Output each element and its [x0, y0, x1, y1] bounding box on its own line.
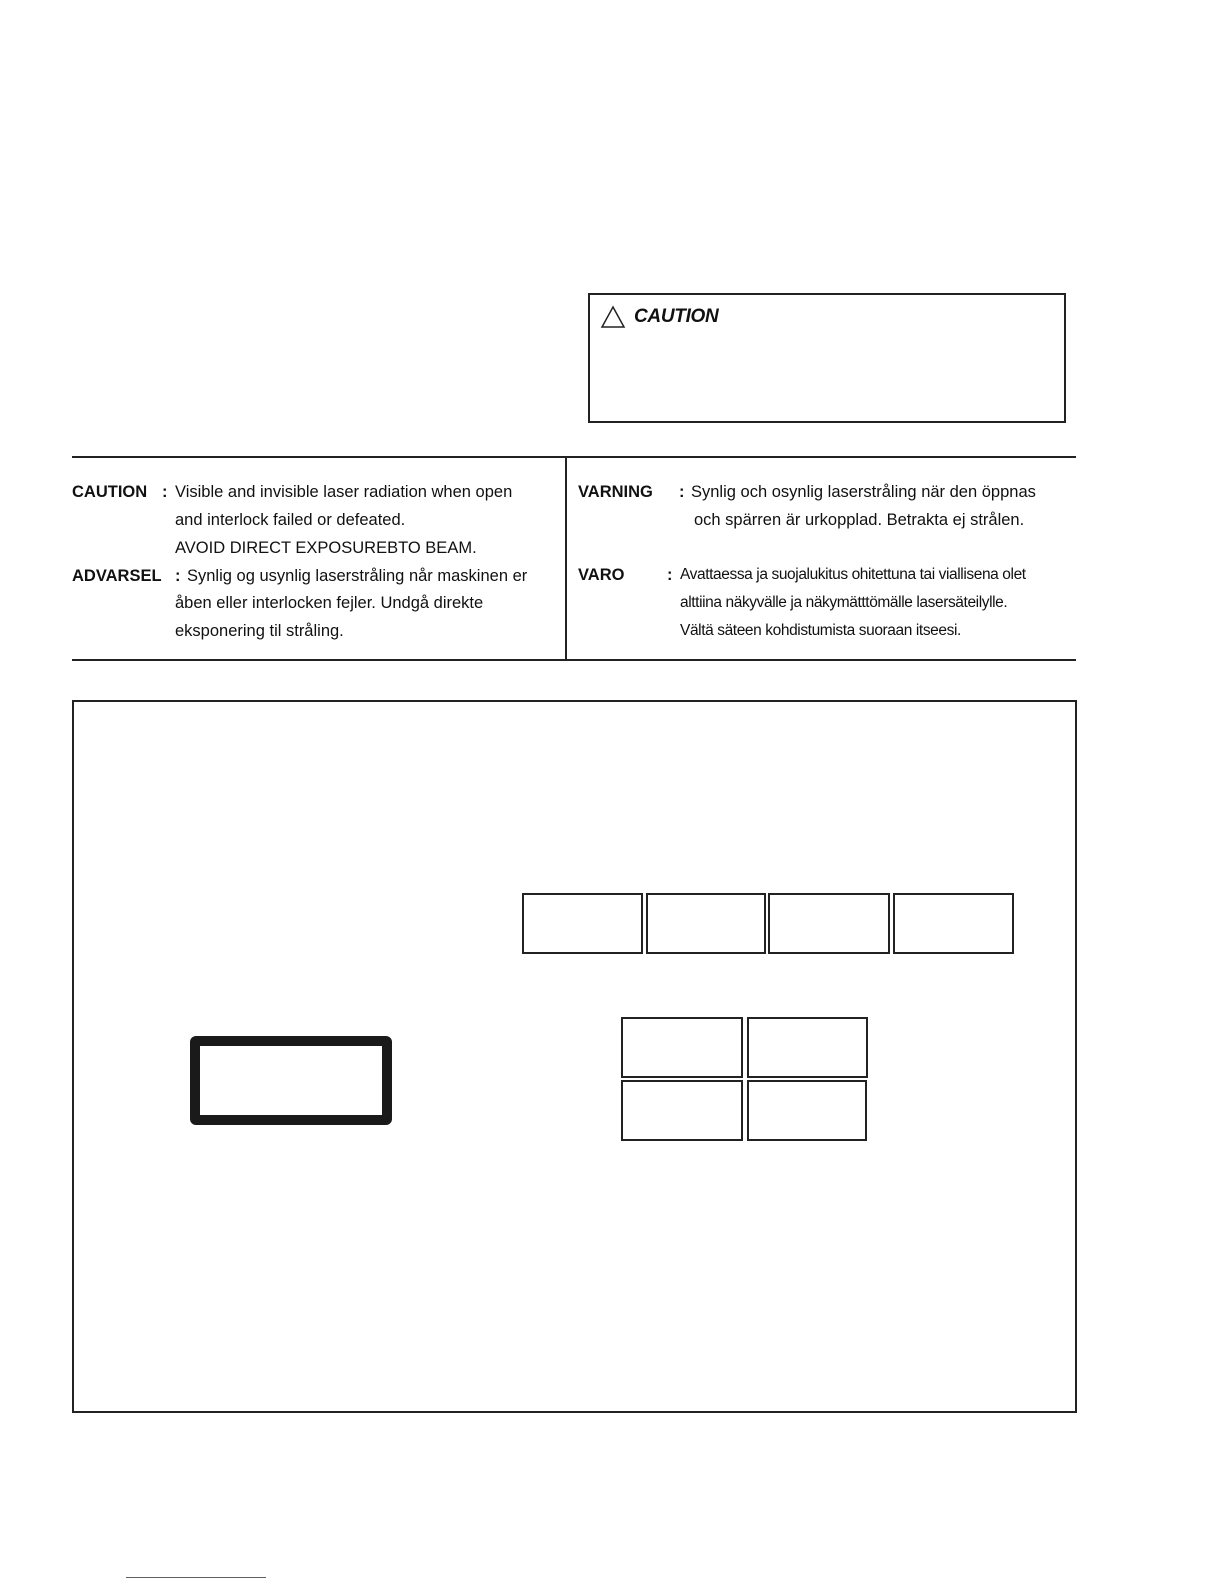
advarsel-sep: : — [175, 567, 181, 585]
varo-label: VARO — [578, 566, 625, 584]
varo-text-1: Avattaessa ja suojalukitus ohitettuna tai viallisena olet — [680, 566, 1026, 583]
caution-text-3: AVOID DIRECT EXPOSUREBTO BEAM. — [175, 539, 477, 557]
caution-box — [588, 293, 1066, 423]
varo-row-1 — [578, 565, 624, 585]
label-cell — [522, 893, 643, 954]
caution-sep: : — [162, 483, 168, 501]
caution-title: CAUTION — [634, 306, 719, 327]
label-grid-cell — [747, 1080, 867, 1141]
advarsel-text-2: åben eller interlocken fejler. Undgå direkte — [175, 594, 484, 612]
varning-label: VARNING — [578, 483, 653, 501]
label-cell — [768, 893, 890, 954]
caution-text-1: Visible and invisible laser radiation when open — [175, 483, 513, 501]
advarsel-text-3: eksponering til stråling. — [175, 622, 344, 640]
laser-class-label — [190, 1036, 392, 1125]
advarsel-text-1: Synlig og usynlig laserstråling når maskinen er — [187, 567, 528, 585]
advarsel-row-1 — [72, 566, 162, 586]
varo-text-2: alttiina näkyvälle ja näkymätttömälle lasersäteilylle. — [680, 594, 1008, 611]
label-grid-cell — [621, 1017, 743, 1078]
varning-row-1 — [578, 482, 653, 502]
varning-text-1: Synlig och osynlig laserstråling när den öppnas — [691, 483, 1036, 501]
label-cell — [893, 893, 1014, 954]
table-divider — [565, 458, 567, 659]
caution-header — [600, 305, 718, 329]
varo-text-3: Vältä säteen kohdistumista suoraan itseesi. — [680, 622, 961, 639]
varning-text-2: och spärren är urkopplad. Betrakta ej strålen. — [694, 511, 1025, 529]
label-grid-cell — [621, 1080, 743, 1141]
varo-sep: : — [667, 566, 673, 584]
label-cell — [646, 893, 766, 954]
footer-rule — [126, 1577, 266, 1578]
varning-sep: : — [679, 483, 685, 501]
caution-row-1 — [72, 482, 147, 502]
advarsel-label: ADVARSEL — [72, 567, 162, 585]
caution-text-2: and interlock failed or defeated. — [175, 511, 406, 529]
warning-triangle-icon — [600, 305, 626, 329]
label-grid-cell — [747, 1017, 868, 1078]
caution-label: CAUTION — [72, 483, 148, 501]
